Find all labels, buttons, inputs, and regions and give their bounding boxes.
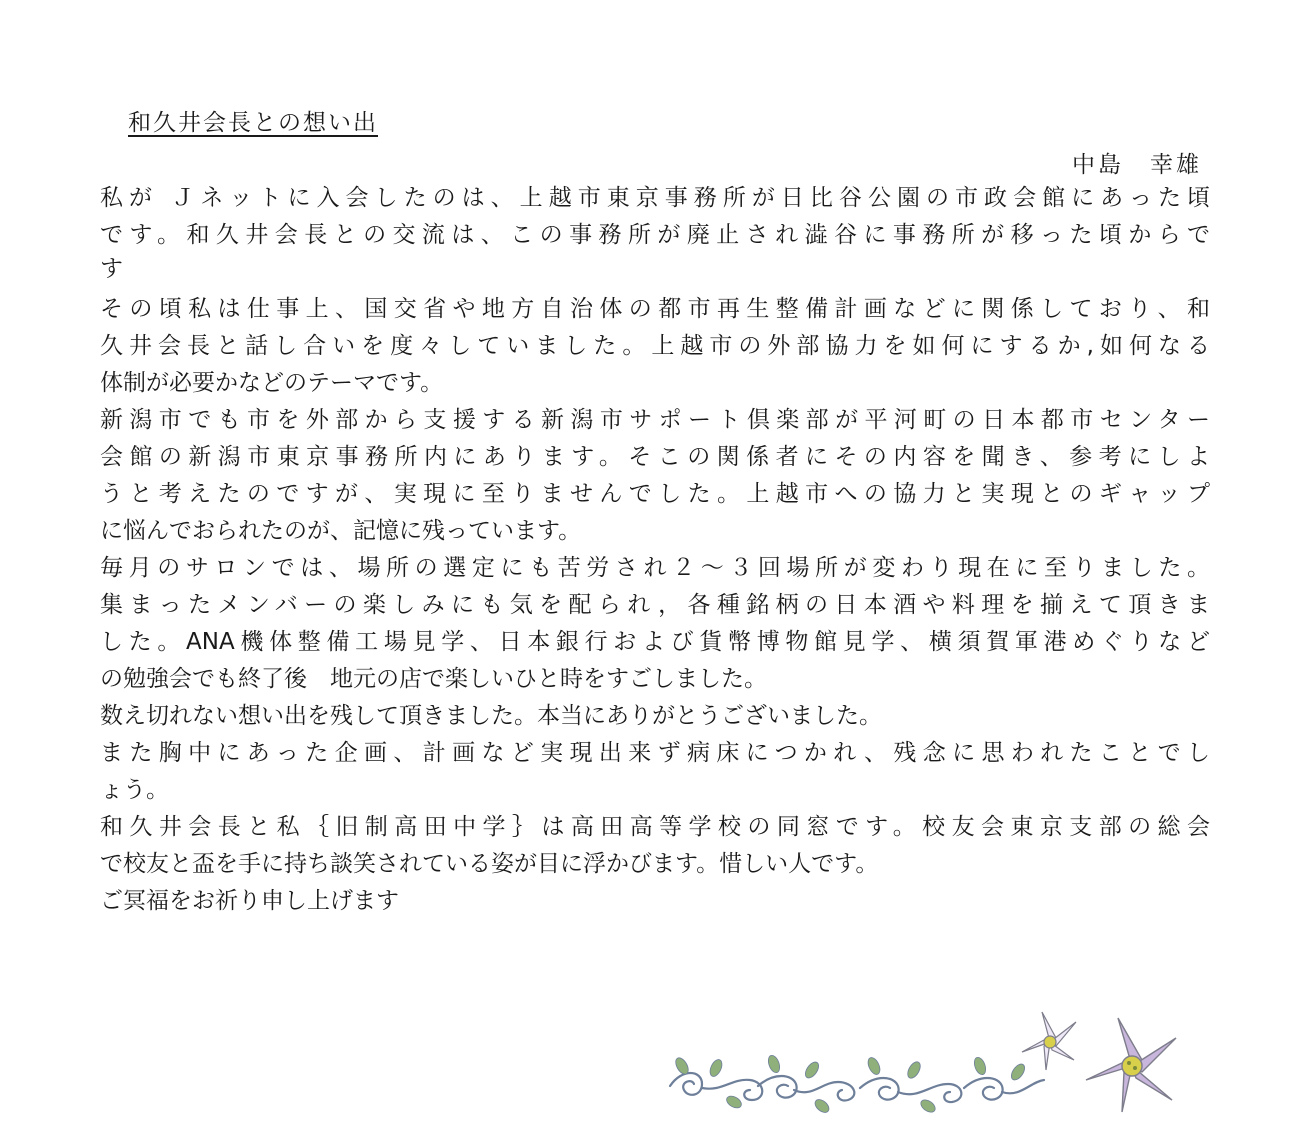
body-line: 体制が必要かなどのテーマです。: [100, 370, 444, 396]
body-line: した。ANA機体整備工場見学、日本銀行および貨幣博物館見学、横須賀軍港めぐりなど: [100, 629, 1210, 655]
document-body: [100, 180, 1210, 920]
body-line: ご冥福をお祈り申し上げます: [100, 888, 399, 914]
body-line: です。和久井会長との交流は、この事務所が廃止され澁谷に事務所が移った頃からで: [100, 222, 1210, 248]
body-line: で校友と盃を手に持ち談笑されている姿が目に浮かびます。惜しい人です。: [100, 851, 879, 877]
body-line: 集まったメンバーの楽しみにも気を配られ，各種銘柄の日本酒や料理を揃えて頂きま: [100, 592, 1210, 618]
body-line: の勉強会でも終了後 地元の店で楽しいひと時をすごしました。: [100, 666, 767, 692]
body-line: 久井会長と話し合いを度々していました。上越市の外部協力を如何にするか,如何なる: [100, 333, 1210, 359]
body-line: に悩んでおられたのが、記憶に残っています。: [100, 518, 582, 544]
body-line: 私が Ｊネットに入会したのは、上越市東京事務所が日比谷公園の市政会館にあった頃: [100, 185, 1210, 211]
body-line: 新潟市でも市を外部から支援する新潟市サポート倶楽部が平河町の日本都市センター: [100, 407, 1210, 433]
author-name: 中島 幸雄: [1072, 152, 1202, 178]
body-line: その頃私は仕事上、国交省や地方自治体の都市再生整備計画などに関係しており、和: [100, 296, 1210, 322]
body-line: また胸中にあった企画、計画など実現出来ず病床につかれ、残念に思われたことでし: [100, 740, 1210, 766]
floral-vine-decoration: [662, 1008, 1192, 1118]
body-line: 会館の新潟市東京事務所内にあります。そこの関係者にその内容を聞き、参考にしよ: [100, 444, 1210, 470]
body-line: うと考えたのですが、実現に至りませんでした。上越市への協力と実現とのギャップ: [100, 481, 1210, 507]
body-line: 毎月のサロンでは、場所の選定にも苦労され２～３回場所が変わり現在に至りました。: [100, 555, 1210, 581]
document-title: 和久井会長との想い出: [128, 110, 378, 136]
body-line: ょう。: [100, 777, 169, 803]
body-line: 数え切れない想い出を残して頂きました。本当にありがとうございました。: [100, 703, 882, 729]
body-line: 和久井会長と私｛旧制高田中学｝は高田高等学校の同窓です。校友会東京支部の総会: [100, 814, 1210, 840]
body-line: す: [100, 256, 123, 282]
